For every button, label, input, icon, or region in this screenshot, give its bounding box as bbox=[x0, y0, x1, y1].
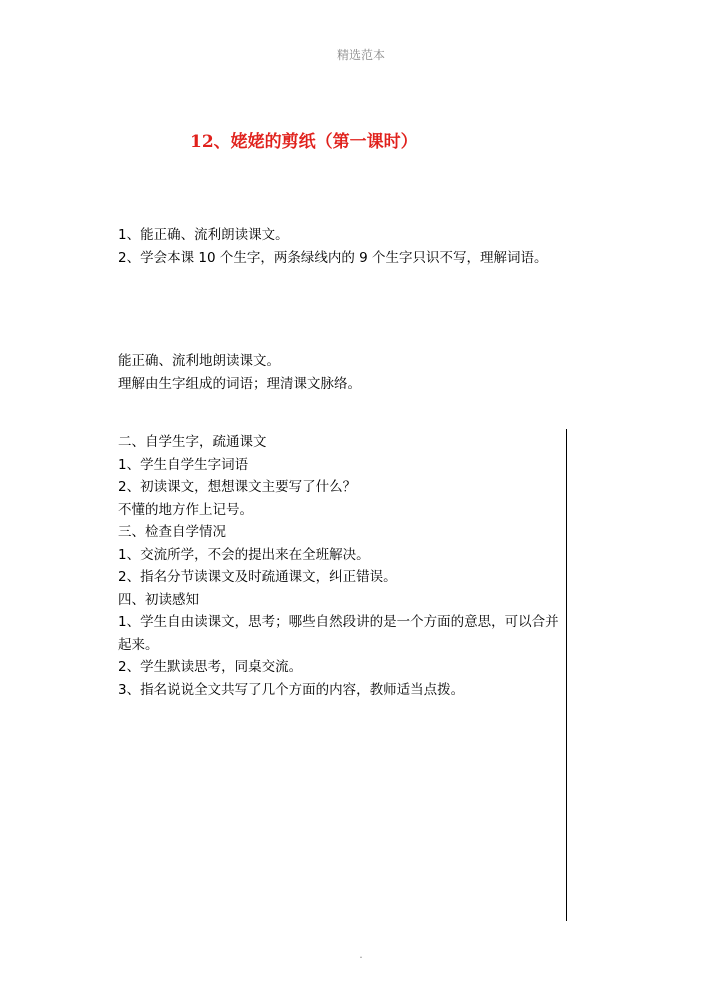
key-point-item: 能正确、流利地朗读课文。 bbox=[118, 353, 280, 369]
lesson-title: 12、姥姥的剪纸（第一课时） bbox=[190, 132, 418, 152]
process-item: 1、交流所学，不会的提出来在全班解决。 bbox=[118, 546, 370, 563]
objective-item: 1、能正确、流利朗读课文。 bbox=[118, 227, 289, 243]
objective-item: 2、学会本课 10 个生字，两条绿线内的 9 个生字只识不写，理解词语。 bbox=[118, 249, 548, 266]
page-footer: . bbox=[359, 948, 363, 961]
process-item: 2、指名分节读课文及时疏通课文，纠正错误。 bbox=[118, 569, 397, 585]
process-item: 1、学生自由读课文，思考；哪些自然段讲的是一个方面的意思，可以合并起来。 bbox=[118, 614, 559, 653]
process-heading: 二、自学生字，疏通课文 bbox=[118, 434, 267, 450]
process-item: 1、学生自学生字词语 bbox=[118, 456, 249, 473]
page-header: 精选范本 bbox=[336, 48, 385, 62]
process-item: 2、学生默读思考，同桌交流。 bbox=[118, 659, 303, 675]
process-heading: 三、检查自学情况 bbox=[118, 524, 226, 540]
key-point-item: 理解由生字组成的词语；理清课文脉络。 bbox=[118, 375, 361, 392]
objectives-section bbox=[118, 224, 548, 269]
table-border-line bbox=[566, 429, 567, 921]
process-item: 2、初读课文，想想课文主要写了什么？ bbox=[118, 479, 357, 495]
process-item: 3、指名说说全文共写了几个方面的内容，教师适当点拨。 bbox=[118, 681, 465, 698]
process-item: 不懂的地方作上记号。 bbox=[118, 501, 253, 518]
teaching-process-section bbox=[118, 431, 560, 701]
key-points-section bbox=[118, 350, 361, 395]
process-heading: 四、初读感知 bbox=[118, 591, 199, 608]
